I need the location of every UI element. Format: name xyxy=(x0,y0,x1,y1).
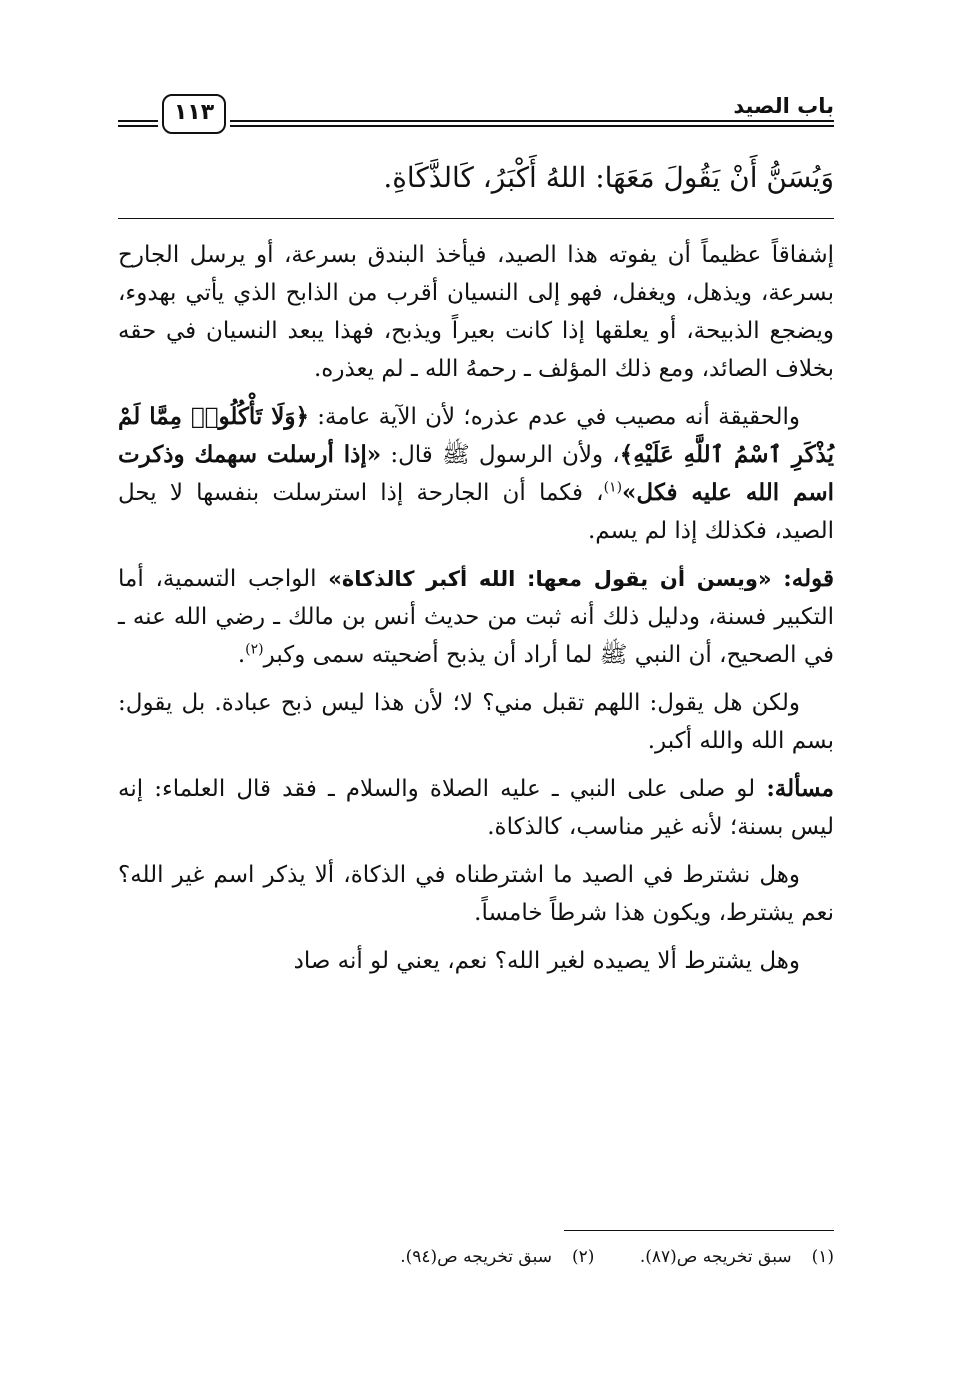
header-rule xyxy=(230,120,834,127)
footnote-1 xyxy=(640,1244,834,1270)
header-rule-short xyxy=(118,120,158,127)
quran-verse: ﴿وَلَا تَأْكُلُوا۟ مِمَّا لَمْ يُذْكَرِ ٱسْمُ ٱللَّهِ عَلَيْهِ﴾ xyxy=(118,403,834,468)
label-qawluhu: قوله: xyxy=(783,565,834,592)
paragraph-3 xyxy=(118,560,834,674)
matn-quote: «ويسن أن يقول معها: الله أكبر كالذكاة» xyxy=(328,567,772,591)
page-header xyxy=(118,88,834,136)
paragraph-4: ولكن هل يقول: اللهم تقبل مني؟ لا؛ لأن هذا ليس ذبح عبادة. بل يقول: بسم الله والله أكبر. xyxy=(118,690,834,754)
paragraph-5 xyxy=(118,770,834,846)
paragraph-7: وهل يشترط ألا يصيده لغير الله؟ نعم، يعني لو أنه صاد xyxy=(293,948,800,974)
text: . xyxy=(237,642,246,668)
footnote-number: (٢) xyxy=(571,1247,595,1267)
footnote-text: سبق تخريجه ص(٨٧). xyxy=(639,1247,792,1267)
paragraph-2 xyxy=(118,398,834,550)
footnote-text: سبق تخريجه ص(٩٤). xyxy=(400,1247,552,1267)
commentary xyxy=(118,236,834,990)
footnote-ref-1: (١) xyxy=(603,479,623,496)
text: ، ولأن الرسول ﷺ قال: xyxy=(381,442,620,468)
matn-text: وَيُسَنُّ أَنْ يَقُولَ مَعَهَا: اللهُ أَكْبَرُ، كَالذَّكَاةِ. xyxy=(383,161,834,194)
footnote-number: (١) xyxy=(811,1247,834,1267)
footnote-ref-2: (٢) xyxy=(245,641,264,658)
book-page xyxy=(118,88,834,1308)
paragraph-6: وهل نشترط في الصيد ما اشترطناه في الذكاة، ألا يذكر اسم غير الله؟ نعم يشترط، ويكون هذا شرطاً خامساً. xyxy=(118,862,834,926)
text: لو صلى على النبي ـ عليه الصلاة والسلام ـ فقد قال العلماء: إنه ليس بسنة؛ لأنه غير مناسب، كالذكاة. xyxy=(118,776,834,840)
footnotes xyxy=(118,1244,834,1270)
chapter-title: باب الصيد xyxy=(733,94,834,118)
text: والحقيقة أنه مصيب في عدم عذره؛ لأن الآية عامة: xyxy=(308,404,801,430)
label-masala: مسألة: xyxy=(766,775,834,802)
paragraph-1: إشفاقاً عظيماً أن يفوته هذا الصيد، فيأخذ البندق بسرعة، أو يرسل الجارح بسرعة، ويذهل، ويغفل، فهو إلى النسيان أقرب من الذابح الذي يأتي بهدوء، ويضجع الذبيحة، أو يعلقها إذا كانت بعيراً ويذبح، فهذا يبعد النسيان في حقه بخلاف الصائد، ومع ذلك المؤلف ـ رحمهُ الله ـ لم يعذره. xyxy=(118,242,834,382)
footnote-divider xyxy=(564,1230,834,1231)
hadith-quote: «إذا أرسلت سهمك وذكرت اسم الله عليه فكل» xyxy=(118,441,835,506)
footnote-2 xyxy=(400,1244,594,1270)
page-number: ١١٣ xyxy=(162,94,226,134)
matn-divider xyxy=(118,218,834,219)
text: الواجب التسمية، أما التكبير فسنة، ودليل ذلك أنه ثبت من حديث أنس بن مالك ـ رضي الله عنه ـ في الصحيح، أن النبي ﷺ لما أراد أن يذبح أضحيته سمى وكبر xyxy=(118,566,834,668)
text: ، فكما أن الجارحة إذا استرسلت بنفسها لا يحل الصيد، فكذلك إذا لم يسم. xyxy=(118,480,834,544)
